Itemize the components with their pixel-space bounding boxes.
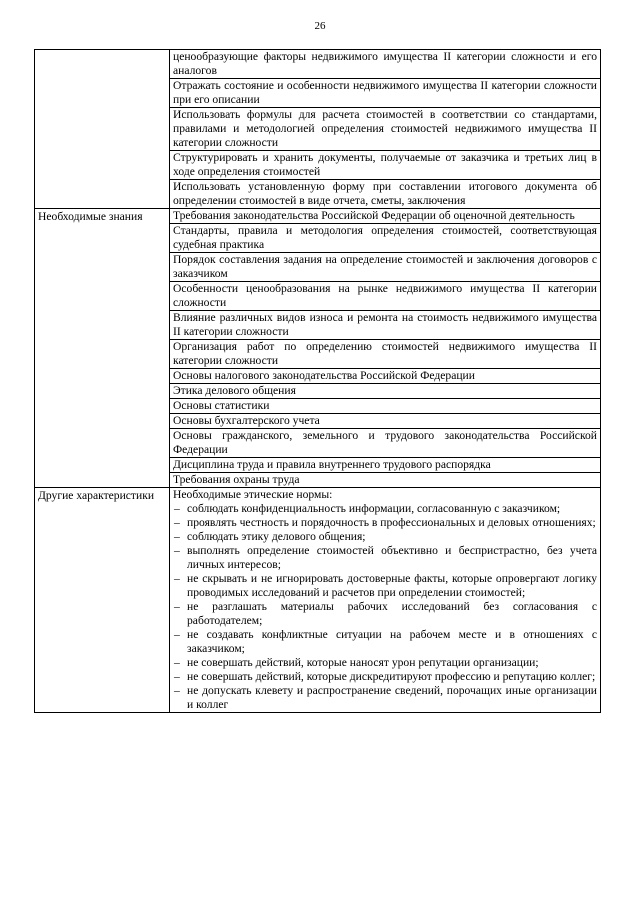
knowledge-item: Стандарты, правила и методология определения стоимостей, соответствующая судебная практика: [170, 224, 601, 253]
ethics-norm-text: соблюдать этику делового общения;: [187, 530, 366, 543]
ethics-list: [173, 502, 597, 712]
list-item: [173, 572, 597, 600]
dash-bullet: –: [174, 684, 180, 697]
list-item: [173, 684, 597, 712]
skill-item: Использовать формулы для расчета стоимостей в соответствии со стандартами, правилами и методологией определения стоимостей недвижимого имущества II категории сложности: [170, 108, 601, 151]
ethics-norm-text: не создавать конфликтные ситуации на рабочем месте и в отношениях с заказчиком;: [187, 628, 597, 655]
dash-bullet: –: [174, 530, 180, 543]
ethics-heading: Необходимые этические нормы:: [173, 488, 333, 501]
dash-bullet: –: [174, 572, 180, 585]
ethics-cell: [170, 488, 601, 713]
skill-item: Отражать состояние и особенности недвижимого имущества II категории сложности при его описании: [170, 79, 601, 108]
list-item: [173, 530, 597, 544]
table-row: [35, 488, 601, 713]
knowledge-item: Дисциплина труда и правила внутреннего трудового распорядка: [170, 458, 601, 473]
table-row: [35, 50, 601, 79]
knowledge-item: Порядок составления задания на определение стоимостей и заключения договоров с заказчиком: [170, 253, 601, 282]
knowledge-item: Основы бухгалтерского учета: [170, 414, 601, 429]
knowledge-item: Организация работ по определению стоимостей недвижимого имущества II категории сложности: [170, 340, 601, 369]
skill-item: ценообразующие факторы недвижимого имущества II категории сложности и его аналогов: [170, 50, 601, 79]
list-item: [173, 544, 597, 572]
knowledge-item: Требования законодательства Российской Федерации об оценочной деятельность: [170, 209, 601, 224]
dash-bullet: –: [174, 670, 180, 683]
ethics-norm-text: выполнять определение стоимостей объективно и беспристрастно, без учета личных интересов;: [187, 544, 597, 571]
list-item: [173, 600, 597, 628]
list-item: [173, 656, 597, 670]
knowledge-item: Особенности ценообразования на рынке недвижимого имущества II категории сложности: [170, 282, 601, 311]
dash-bullet: –: [174, 516, 180, 529]
requirements-table: [34, 49, 601, 713]
skill-item: Структурировать и хранить документы, получаемые от заказчика и третьих лиц в ходе определения стоимостей: [170, 151, 601, 180]
knowledge-item: Требования охраны труда: [170, 473, 601, 488]
knowledge-label: Необходимые знания: [35, 209, 170, 488]
knowledge-item: Основы налогового законодательства Российской Федерации: [170, 369, 601, 384]
page-number: 26: [314, 20, 326, 32]
other-label: Другие характеристики: [35, 488, 170, 713]
ethics-norm-text: не разглашать материалы рабочих исследований без согласования с работодателем;: [187, 600, 597, 627]
dash-bullet: –: [174, 600, 180, 613]
ethics-norm-text: не скрывать и не игнорировать достоверные факты, которые опровергают логику проводимых исследований и расчетов при определении стоимостей;: [187, 572, 597, 599]
skill-item: Использовать установленную форму при составлении итогового документа об определении стоимостей в виде отчета, сметы, заключения: [170, 180, 601, 209]
knowledge-item: Влияние различных видов износа и ремонта на стоимость недвижимого имущества II категории сложности: [170, 311, 601, 340]
ethics-norm-text: соблюдать конфиденциальность информации, согласованную с заказчиком;: [187, 502, 561, 515]
table-row: [35, 209, 601, 224]
dash-bullet: –: [174, 656, 180, 669]
list-item: [173, 516, 597, 530]
ethics-norm-text: проявлять честность и порядочность в профессиональных и деловых отношениях;: [187, 516, 596, 529]
ethics-norm-text: не совершать действий, которые дискредитируют профессию и репутацию коллег;: [187, 670, 596, 683]
knowledge-item: Основы статистики: [170, 399, 601, 414]
list-item: [173, 502, 597, 516]
dash-bullet: –: [174, 544, 180, 557]
ethics-norm-text: не допускать клевету и распространение сведений, порочащих иные организации и коллег: [187, 684, 597, 711]
ethics-norm-text: не совершать действий, которые наносят урон репутации организации;: [187, 656, 539, 669]
list-item: [173, 670, 597, 684]
dash-bullet: –: [174, 502, 180, 515]
knowledge-item: Этика делового общения: [170, 384, 601, 399]
knowledge-item: Основы гражданского, земельного и трудового законодательства Российской Федерации: [170, 429, 601, 458]
dash-bullet: –: [174, 628, 180, 641]
row-label-empty: [35, 50, 170, 209]
list-item: [173, 628, 597, 656]
